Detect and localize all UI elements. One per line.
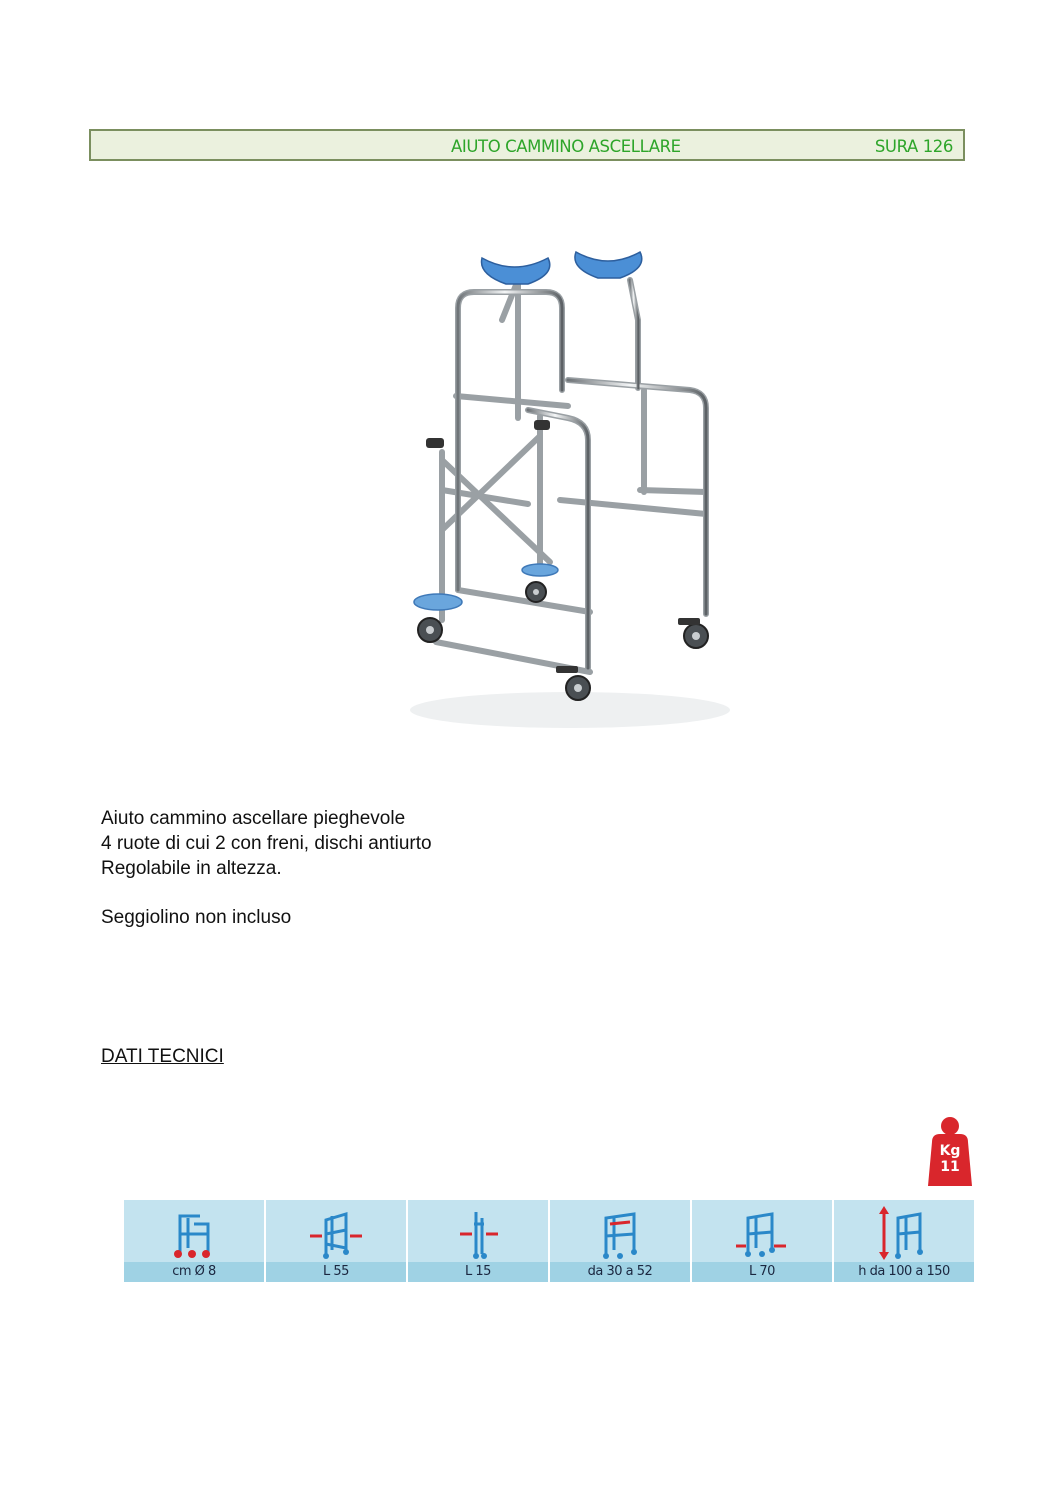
wheel-diameter-icon — [164, 1204, 224, 1262]
spec-label: cm Ø 8 — [124, 1262, 264, 1282]
spec-folded-width — [408, 1200, 550, 1282]
description-note: Seggiolino non incluso — [101, 907, 292, 928]
width-icon — [306, 1204, 366, 1262]
spec-label: h da 100 a 150 — [834, 1262, 974, 1282]
height-icon — [874, 1204, 934, 1262]
spec-label: da 30 a 52 — [550, 1262, 690, 1282]
axillary-walker-photo — [390, 240, 750, 740]
spec-wheel-diameter — [124, 1200, 266, 1282]
product-title: AIUTO CAMMINO ASCELLARE — [451, 137, 681, 156]
weight-unit: Kg — [939, 1143, 961, 1159]
product-description — [101, 806, 432, 930]
weight-value: 11 — [940, 1159, 960, 1175]
folded-width-icon — [448, 1204, 508, 1262]
header-bar — [89, 129, 965, 161]
description-line: 4 ruote di cui 2 con freni, dischi antiurto — [101, 833, 432, 854]
spec-label: L 55 — [266, 1262, 406, 1282]
spec-armrest-width — [550, 1200, 692, 1282]
weight-badge — [926, 1116, 974, 1188]
description-line: Regolabile in altezza. — [101, 858, 282, 879]
spec-label: L 15 — [408, 1262, 548, 1282]
tech-data-heading: DATI TECNICI — [101, 1046, 224, 1067]
depth-icon — [732, 1204, 792, 1262]
description-line: Aiuto cammino ascellare pieghevole — [101, 808, 406, 829]
spec-width — [266, 1200, 408, 1282]
spec-height — [834, 1200, 974, 1282]
spec-label: L 70 — [692, 1262, 832, 1282]
product-code: SURA 126 — [874, 137, 953, 156]
spec-depth — [692, 1200, 834, 1282]
armrest-width-icon — [590, 1204, 650, 1262]
spec-strip — [124, 1200, 974, 1282]
